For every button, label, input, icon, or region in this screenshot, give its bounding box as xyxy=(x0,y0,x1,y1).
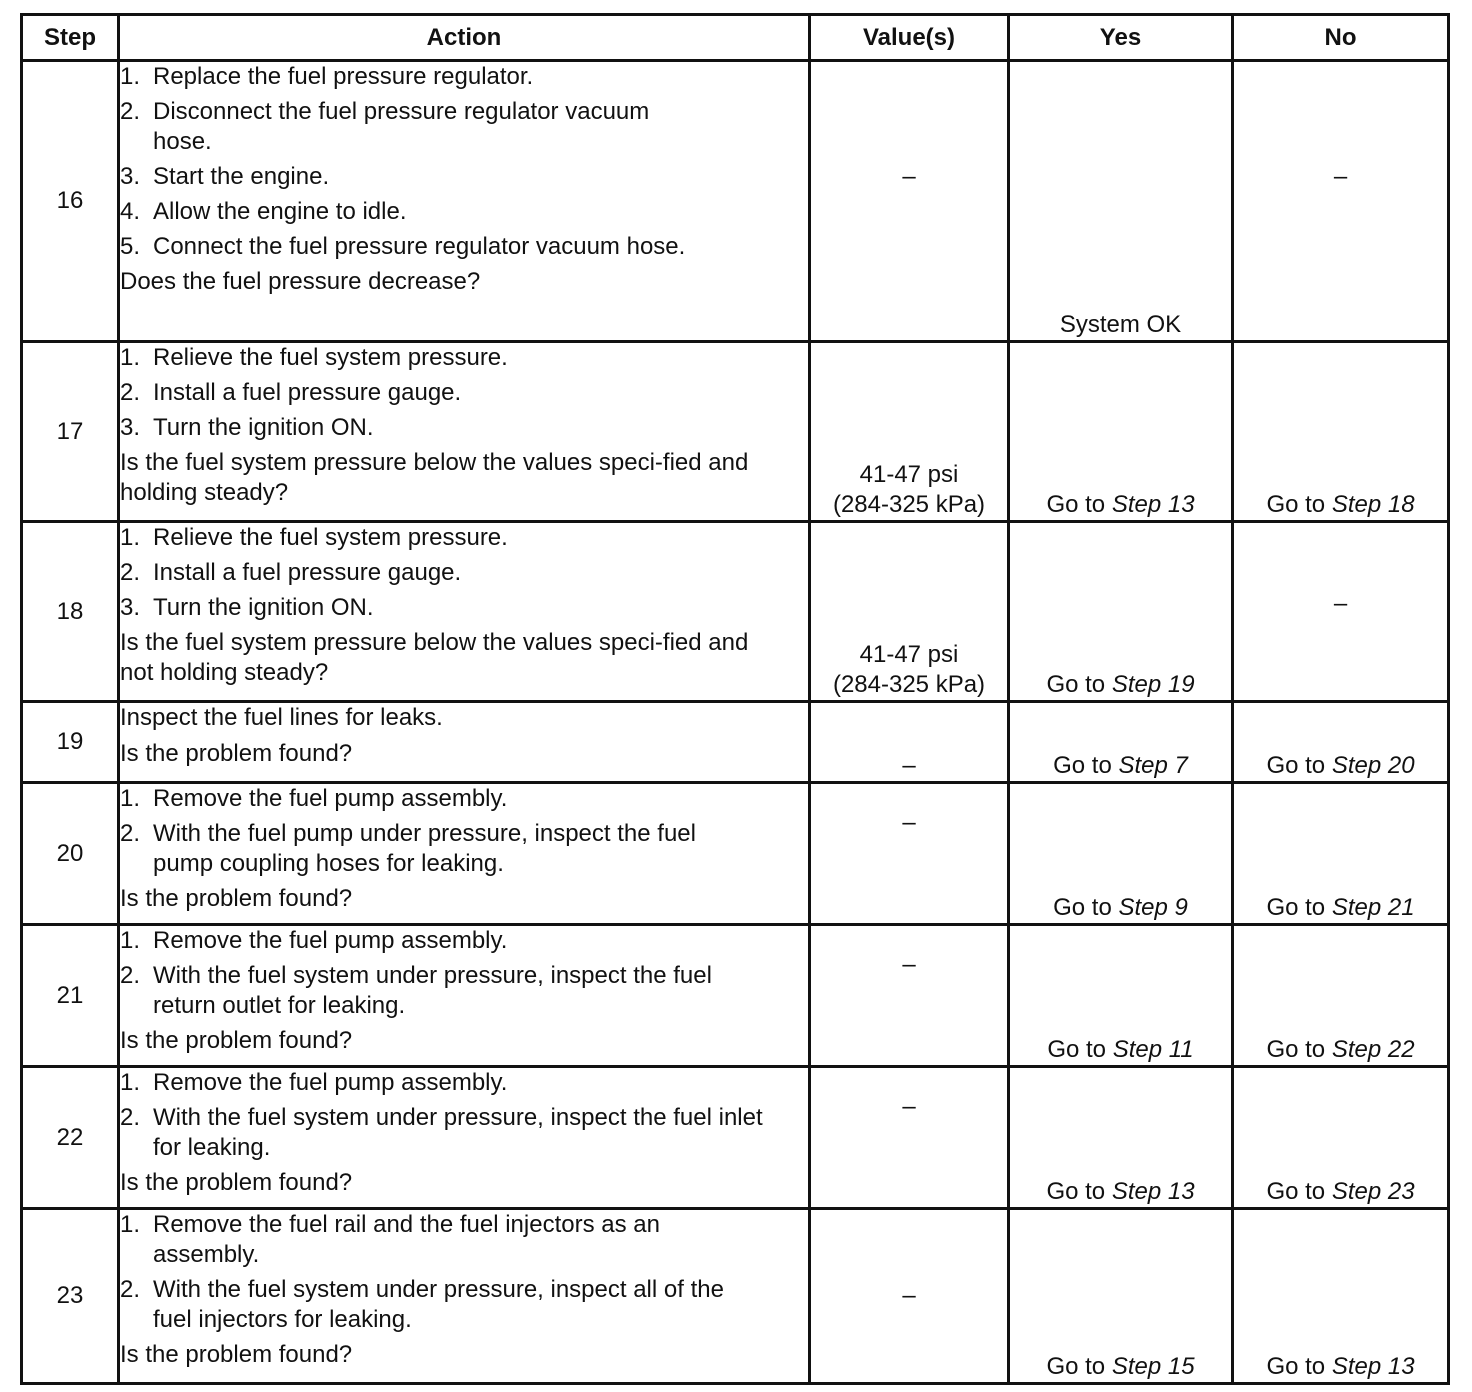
table-row xyxy=(22,1209,1449,1384)
action-item: With the fuel pump under pressure, inspect the fuel pump coupling hoses for leaking. xyxy=(153,820,696,877)
table-row xyxy=(22,522,1449,702)
step-reference: Step 15 xyxy=(1111,1353,1195,1380)
values-cell: – xyxy=(810,61,1009,342)
no-cell xyxy=(1233,342,1449,522)
go-to-text: Go to xyxy=(1266,752,1326,779)
action-item: Relieve the fuel system pressure. xyxy=(153,344,508,371)
table-row xyxy=(22,702,1449,783)
values-cell: – xyxy=(810,783,1009,925)
value-psi: 41-47 psi xyxy=(859,461,959,488)
action-item: Connect the fuel pressure regulator vacuum hose. xyxy=(153,233,686,260)
table-row xyxy=(22,925,1449,1067)
go-to-text: Go to xyxy=(1266,1178,1326,1205)
value-kpa: (284-325 kPa) xyxy=(832,491,986,518)
go-to-text: Go to xyxy=(1266,1036,1326,1063)
values-cell: – xyxy=(810,1209,1009,1384)
action-cell xyxy=(119,925,810,1067)
value-kpa: (284-325 kPa) xyxy=(832,671,986,698)
yes-cell xyxy=(1009,925,1233,1067)
action-item: Remove the fuel pump assembly. xyxy=(153,927,508,954)
go-to-text: Go to xyxy=(1046,1353,1106,1380)
no-cell xyxy=(1233,1209,1449,1384)
action-list xyxy=(120,343,808,443)
action-item: Turn the ignition ON. xyxy=(153,594,374,621)
go-to-text: Go to xyxy=(1053,752,1112,779)
action-list xyxy=(120,926,808,1021)
action-list xyxy=(120,523,808,623)
action-item: With the fuel system under pressure, inspect all of the fuel injectors for leaking. xyxy=(153,1276,724,1333)
go-to-text: Go to xyxy=(1266,894,1326,921)
action-item: Install a fuel pressure gauge. xyxy=(153,559,462,586)
step-reference: Step 22 xyxy=(1331,1036,1415,1063)
step-reference: Step 13 xyxy=(1111,1178,1195,1205)
table-row xyxy=(22,61,1449,342)
yes-cell xyxy=(1009,522,1233,702)
header-step: Step xyxy=(22,15,119,61)
step-reference: Step 20 xyxy=(1331,752,1415,779)
action-cell xyxy=(119,702,810,783)
action-question: Is the fuel system pressure below the values speci-fied and not holding steady? xyxy=(120,629,749,686)
action-item: With the fuel system under pressure, inspect the fuel inlet for leaking. xyxy=(153,1104,763,1161)
step-number: 16 xyxy=(22,61,119,342)
value-psi: 41-47 psi xyxy=(859,641,959,668)
no-cell xyxy=(1233,702,1449,783)
action-list xyxy=(120,62,808,262)
step-number: 20 xyxy=(22,783,119,925)
step-number: 23 xyxy=(22,1209,119,1384)
action-question: Is the fuel system pressure below the values speci-fied and holding steady? xyxy=(120,449,749,506)
action-cell xyxy=(119,342,810,522)
no-cell xyxy=(1233,925,1449,1067)
action-question: Is the problem found? xyxy=(120,740,353,767)
action-cell xyxy=(119,1067,810,1209)
table-row xyxy=(22,1067,1449,1209)
action-question: Is the problem found? xyxy=(120,1169,353,1196)
action-item: Relieve the fuel system pressure. xyxy=(153,524,508,551)
action-item: Replace the fuel pressure regulator. xyxy=(153,63,534,90)
table-row xyxy=(22,342,1449,522)
values-cell: – xyxy=(810,1067,1009,1209)
step-reference: Step 13 xyxy=(1331,1353,1415,1380)
no-cell: – xyxy=(1233,522,1449,702)
step-number: 19 xyxy=(22,702,119,783)
step-number: 22 xyxy=(22,1067,119,1209)
step-reference: Step 13 xyxy=(1111,491,1195,518)
step-number: 17 xyxy=(22,342,119,522)
step-reference: Step 9 xyxy=(1118,894,1188,921)
action-cell xyxy=(119,783,810,925)
action-item: Turn the ignition ON. xyxy=(153,414,374,441)
action-item: With the fuel system under pressure, inspect the fuel return outlet for leaking. xyxy=(153,962,712,1019)
action-item: Start the engine. xyxy=(153,163,330,190)
action-cell xyxy=(119,1209,810,1384)
action-question: Is the problem found? xyxy=(120,1027,353,1054)
yes-cell xyxy=(1009,342,1233,522)
action-list xyxy=(120,784,808,879)
header-no: No xyxy=(1233,15,1449,61)
values-cell: – xyxy=(810,925,1009,1067)
action-item: Remove the fuel rail and the fuel injectors as an assembly. xyxy=(153,1211,660,1268)
step-reference: Step 19 xyxy=(1111,671,1195,698)
action-item: Allow the engine to idle. xyxy=(153,198,407,225)
go-to-text: Go to xyxy=(1266,491,1326,518)
go-to-text: Go to xyxy=(1046,1178,1106,1205)
action-question: Is the problem found? xyxy=(120,1341,353,1368)
values-cell: – xyxy=(810,702,1009,783)
action-question: Does the fuel pressure decrease? xyxy=(120,268,481,295)
step-number: 21 xyxy=(22,925,119,1067)
values-cell xyxy=(810,342,1009,522)
step-reference: Step 11 xyxy=(1112,1036,1194,1063)
no-cell: – xyxy=(1233,61,1449,342)
action-item: Install a fuel pressure gauge. xyxy=(153,379,462,406)
yes-cell xyxy=(1009,783,1233,925)
go-to-text: Go to xyxy=(1053,894,1112,921)
header-action: Action xyxy=(119,15,810,61)
yes-cell xyxy=(1009,1067,1233,1209)
go-to-text: Go to xyxy=(1047,1036,1107,1063)
action-item: Remove the fuel pump assembly. xyxy=(153,785,508,812)
step-reference: Step 21 xyxy=(1331,894,1415,921)
diagnostic-table xyxy=(20,13,1450,1385)
step-number: 18 xyxy=(22,522,119,702)
yes-cell xyxy=(1009,702,1233,783)
action-cell xyxy=(119,61,810,342)
values-cell xyxy=(810,522,1009,702)
action-cell xyxy=(119,522,810,702)
table-header-row xyxy=(22,15,1449,61)
action-question: Is the problem found? xyxy=(120,885,353,912)
no-cell xyxy=(1233,1067,1449,1209)
no-cell xyxy=(1233,783,1449,925)
step-reference: Step 7 xyxy=(1118,752,1188,779)
action-item: Disconnect the fuel pressure regulator vacuum hose. xyxy=(153,98,650,155)
action-line: Inspect the fuel lines for leaks. xyxy=(120,704,443,731)
action-item: Remove the fuel pump assembly. xyxy=(153,1069,508,1096)
go-to-text: Go to xyxy=(1046,671,1106,698)
header-values: Value(s) xyxy=(810,15,1009,61)
action-list xyxy=(120,1210,808,1335)
go-to-text: Go to xyxy=(1046,491,1106,518)
step-reference: Step 23 xyxy=(1331,1178,1415,1205)
yes-cell: System OK xyxy=(1009,61,1233,342)
go-to-text: Go to xyxy=(1266,1353,1326,1380)
header-yes: Yes xyxy=(1009,15,1233,61)
step-reference: Step 18 xyxy=(1331,491,1415,518)
table-row xyxy=(22,783,1449,925)
yes-cell xyxy=(1009,1209,1233,1384)
action-list xyxy=(120,1068,808,1163)
